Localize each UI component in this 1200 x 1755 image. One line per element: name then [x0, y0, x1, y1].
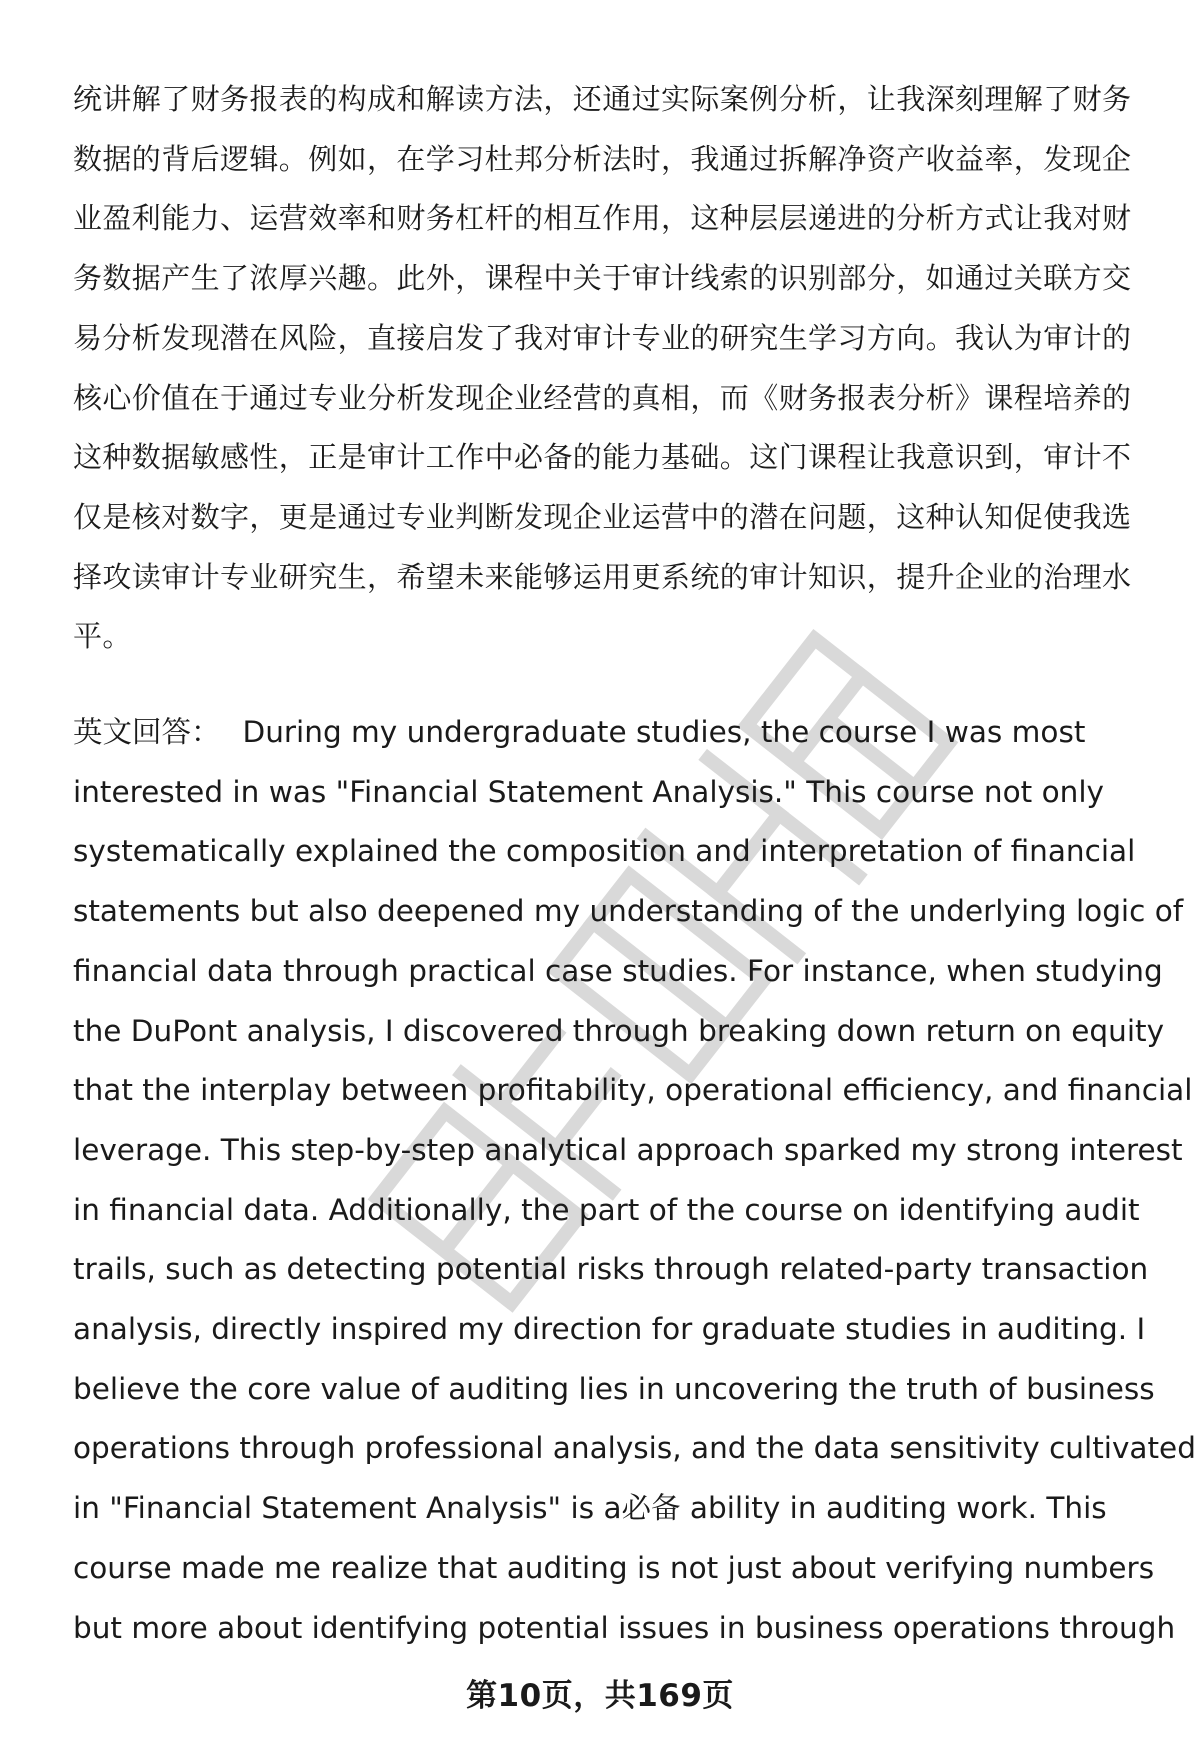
text-line: operations through professional analysis, and the data sensitivity cultivated — [73, 1431, 1196, 1466]
text-line: financial data through practical case studies. For instance, when studying — [73, 953, 1163, 988]
text-line: interested in was "Financial Statement Analysis." This course not only — [73, 774, 1104, 809]
text-line: analysis, directly inspired my direction for graduate studies in auditing. I — [73, 1312, 1146, 1347]
text-line: 这种数据敏感性，正是审计工作中必备的能力基础。这门课程让我意识到，审计不 — [73, 440, 1132, 475]
text-line: course made me realize that auditing is not just about verifying numbers — [73, 1550, 1155, 1585]
text-line: the DuPont analysis, I discovered through breaking down return on equity — [73, 1013, 1165, 1048]
text-line: 择攻读审计专业研究生，希望未来能够运用更系统的审计知识，提升企业的治理水 — [73, 559, 1132, 594]
text-line-first — [73, 703, 1153, 763]
text-line: that the interplay between profitability, operational efficiency, and financial — [73, 1073, 1193, 1108]
text-line: statements but also deepened my understanding of the underlying logic of — [73, 894, 1184, 929]
page-number-footer: 第10页，共169页 — [466, 1678, 734, 1714]
text-line: 平。 — [73, 619, 132, 654]
chinese-answer-paragraph — [73, 70, 1153, 667]
text-line: 务数据产生了浓厚兴趣。此外，课程中关于审计线索的识别部分，如通过关联方交 — [73, 261, 1132, 296]
text-line: believe the core value of auditing lies in uncovering the truth of business — [73, 1371, 1155, 1406]
text-line: systematically explained the composition and interpretation of financial — [73, 834, 1136, 869]
text-line: 统讲解了财务报表的构成和解读方法，还通过实际案例分析，让我深刻理解了财务 — [73, 82, 1132, 116]
text-line: 仅是核对数字，更是通过专业判断发现企业运营中的潜在问题，这种认知促使我选 — [73, 499, 1132, 534]
text-line: leverage. This step-by-step analytical approach sparked my strong interest — [73, 1132, 1183, 1167]
main-content — [73, 70, 1196, 1645]
text-line: trails, such as detecting potential risks through related-party transaction — [73, 1252, 1149, 1287]
text-line: 数据的背后逻辑。例如，在学习杜邦分析法时，我通过拆解净资产收益率，发现企 — [73, 141, 1132, 176]
text-line: in "Financial Statement Analysis" is a必备 ability in auditing work. This — [73, 1491, 1107, 1526]
text-line: 核心价值在于通过专业分析发现企业经营的真相，而《财务报表分析》课程培养的 — [73, 380, 1132, 415]
text-line: 易分析发现潜在风险，直接启发了我对审计专业的研究生学习方向。我认为审计的 — [73, 320, 1132, 355]
english-answer-label: 英文回答： — [73, 715, 221, 749]
text-line: 业盈利能力、运营效率和财务杠杆的相互作用，这种层层递进的分析方式让我对财 — [73, 201, 1132, 236]
text-line: but more about identifying potential issues in business operations through — [73, 1610, 1176, 1645]
english-answer-paragraph — [73, 703, 1196, 1658]
text-line-first-content: During my undergraduate studies, the course I was most — [242, 715, 1086, 749]
text-line: in financial data. Additionally, the part of the course on identifying audit — [73, 1192, 1140, 1227]
